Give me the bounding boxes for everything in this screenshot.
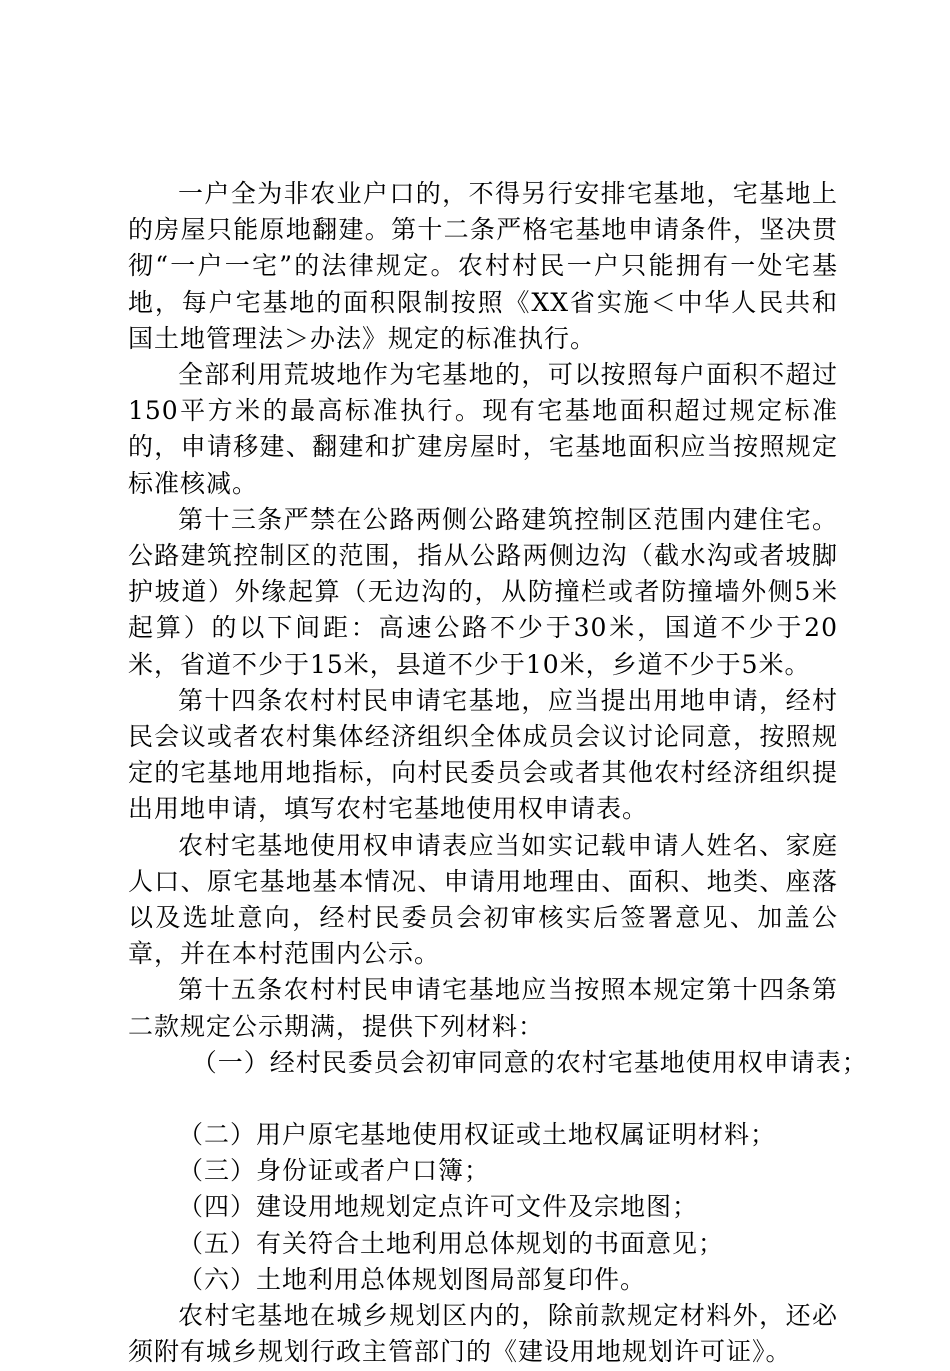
paragraph-article-14: 第十四条农村村民申请宅基地，应当提出用地申请，经村民会议或者农村集体经济组织全体成员会议讨论同意，按照规定的宅基地用地指标，向村民委员会或者其他农村经济组织提出用地申请，填写农村宅基地使用权申请表。 [128,685,838,824]
paragraph-closing: 农村宅基地在城乡规划区内的，除前款规定材料外，还必须附有城乡规划行政主管部门的《建设用地规划许可证》。 [128,1301,838,1367]
list-item-6: （六）土地利用总体规划图局部复印件。 [178,1264,647,1294]
paragraph-homestead-rules: 一户全为非农业户口的，不得另行安排宅基地，宅基地上的房屋只能原地翻建。第十二条严格宅基地申请条件，坚决贯彻“一户一宅”的法律规定。农村村民一户只能拥有一处宅基地，每户宅基地的面积限制按照《XX省实施＜中华人民共和国土地管理法＞办法》规定的标准执行。 [128,179,838,353]
list-item-4: （四）建设用地规划定点许可文件及宗地图； [178,1192,699,1222]
paragraph-article-13: 第十三条严禁在公路两侧公路建筑控制区范围内建住宅。公路建筑控制区的范围，指从公路两侧边沟（截水沟或者坡脚护坡道）外缘起算（无边沟的，从防撞栏或者防撞墙外侧5米起算）的以下间距：高速公路不少于30米，国道不少于20米，省道不少于15米，县道不少于10米，乡道不少于5米。 [128,504,838,679]
blank-line [128,1081,838,1117]
list-item-2: （二）用户原宅基地使用权证或土地权属证明材料； [178,1120,777,1150]
paragraph-wasteland-standard: 全部利用荒坡地作为宅基地的，可以按照每户面积不超过150平方米的最高标准执行。现有宅基地面积超过规定标准的，申请移建、翻建和扩建房屋时，宅基地面积应当按照规定标准核减。 [128,360,838,498]
paragraph-article-15: 第十五条农村村民申请宅基地应当按照本规定第十四条第二款规定公示期满，提供下列材料： [128,975,838,1041]
document-body [128,176,868,1371]
list-item-1: （一）经村民委员会初审同意的农村宅基地使用权申请表； [191,1047,868,1077]
paragraph-application-form: 农村宅基地使用权申请表应当如实记载申请人姓名、家庭人口、原宅基地基本情况、申请用地理由、面积、地类、座落以及选址意向，经村民委员会初审核实后签署意见、加盖公章，并在本村范围内公示。 [128,830,838,969]
list-item-5: （五）有关符合土地利用总体规划的书面意见； [178,1228,725,1258]
list-item-3: （三）身份证或者户口簿； [178,1156,491,1186]
